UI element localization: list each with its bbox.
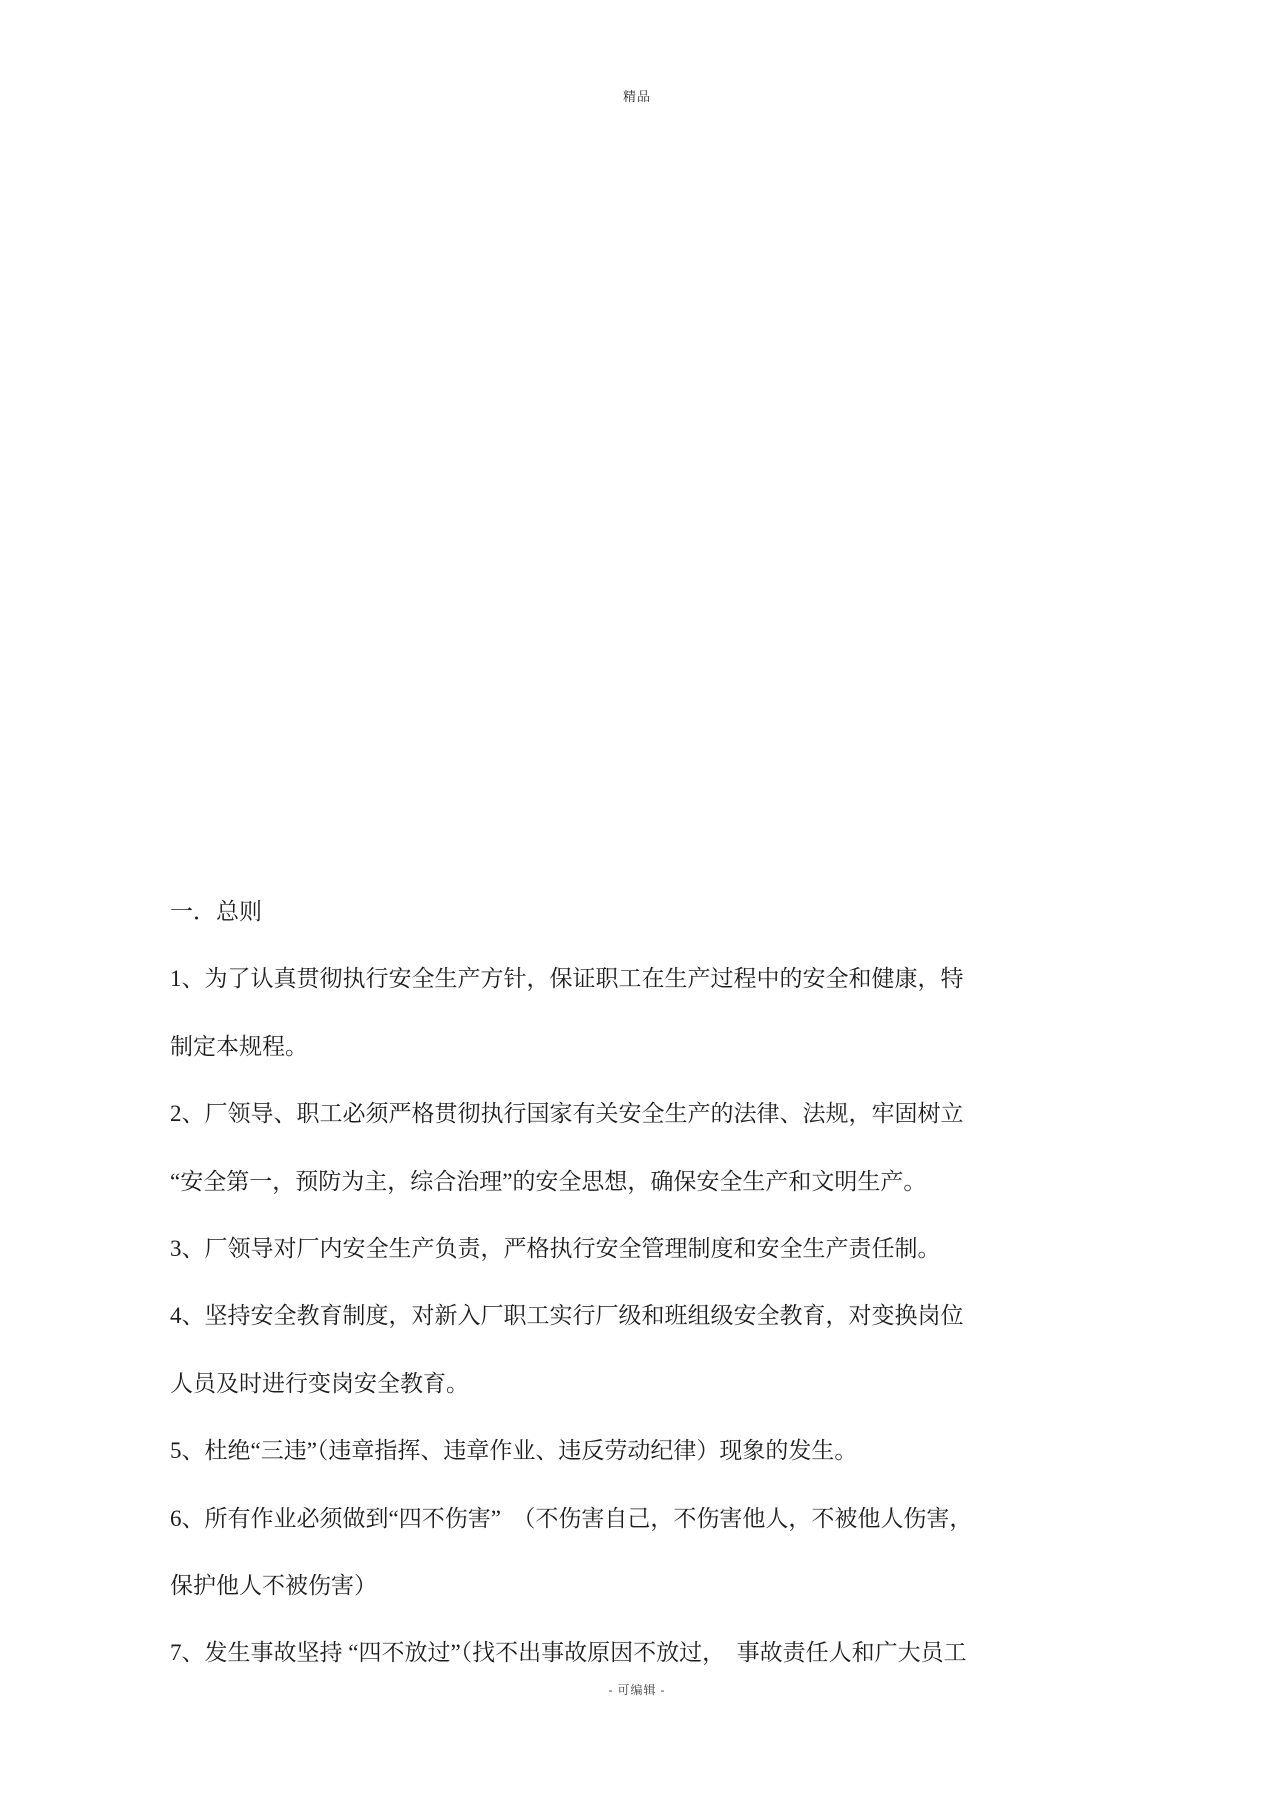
section-heading: 一．总则	[170, 899, 262, 924]
footer-watermark: - 可编辑 -	[608, 1683, 666, 1697]
header-watermark: 精品	[622, 89, 651, 104]
document-line: 制定本规程。	[170, 1033, 308, 1059]
document-line: “安全第一，预防为主，综合治理”的安全思想，确保安全生产和文明生产。	[170, 1168, 927, 1194]
document-line: 1、为了认真贯彻执行安全生产方针，保证职工在生产过程中的安全和健康，特	[170, 966, 964, 992]
document-line: 2、厂领导、职工必须严格贯彻执行国家有关安全生产的法律、法规，牢固树立	[170, 1101, 964, 1127]
document-line: 4、坚持安全教育制度，对新入厂职工实行厂级和班组级安全教育，对变换岗位	[170, 1303, 964, 1329]
document-line: 保护他人不被伤害）	[170, 1572, 377, 1598]
document-line: 人员及时进行变岗安全教育。	[170, 1370, 469, 1396]
document-body	[170, 878, 1140, 1687]
document-line: 6、所有作业必须做到“四不伤害” （不伤害自己，不伤害他人，不被他人伤害，	[170, 1505, 973, 1531]
document-line: 3、厂领导对厂内安全生产负责，严格执行安全管理制度和安全生产责任制。	[170, 1235, 941, 1261]
document-line: 5、杜绝“三违”（违章指挥、违章作业、违反劳动纪律）现象的发生。	[170, 1438, 858, 1464]
document-line: 7、发生事故坚持 “四不放过”（找不出事故原因不放过， 事故责任人和广大员工	[170, 1640, 967, 1666]
